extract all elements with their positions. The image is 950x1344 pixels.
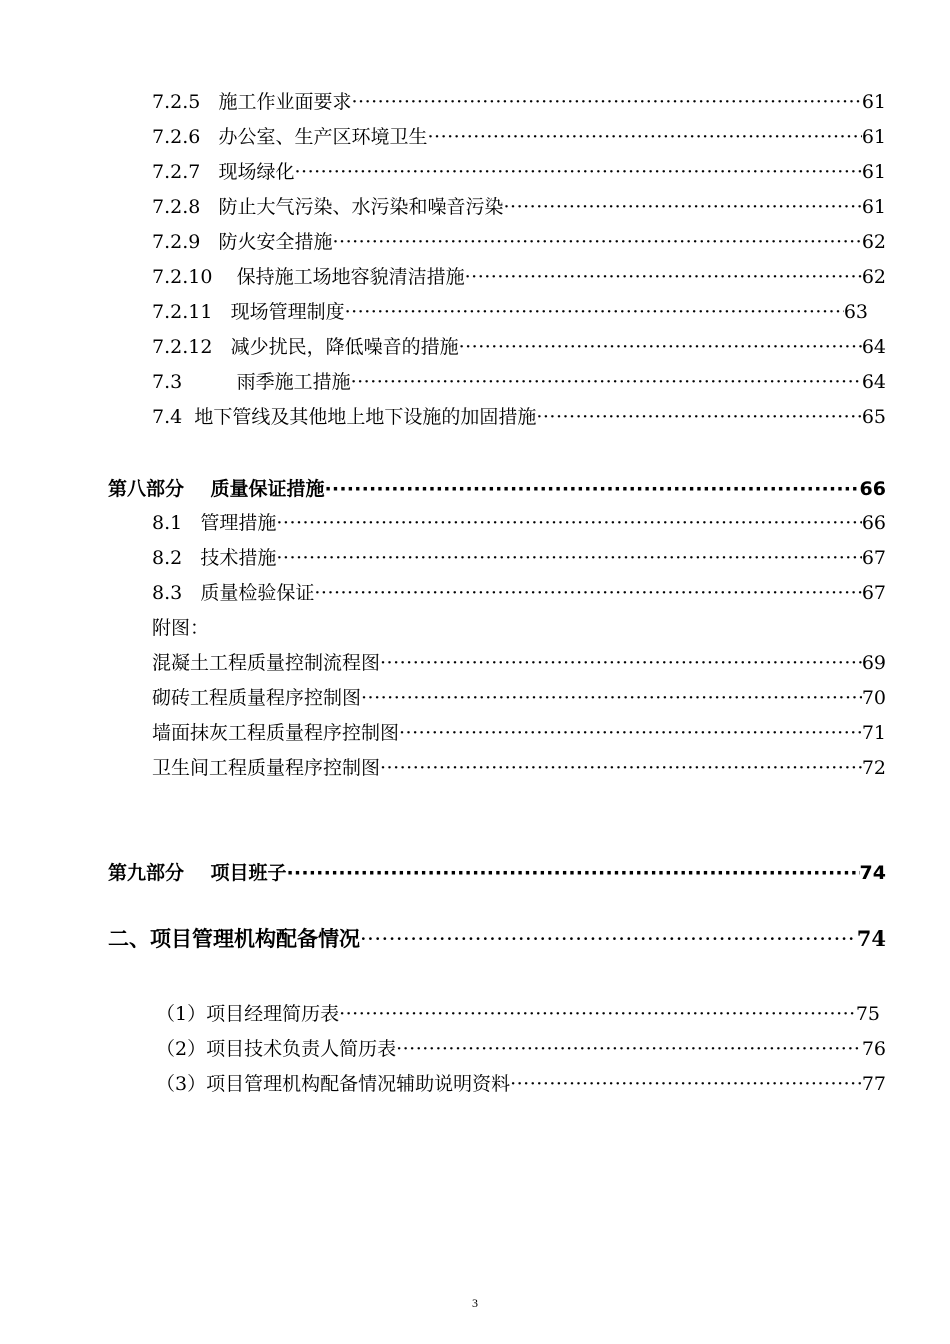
entry-page: 71 — [861, 722, 886, 744]
toc-entry[interactable] — [152, 298, 868, 326]
part-page: 66 — [859, 478, 886, 500]
entry-title: （1）项目经理简历表 — [156, 1003, 340, 1025]
entry-page: 70 — [861, 687, 886, 709]
entry-page: 67 — [861, 582, 886, 604]
entry-title: 办公室、生产区环境卫生 — [218, 126, 428, 148]
entry-title: 技术措施 — [200, 547, 277, 569]
toc-entry[interactable] — [152, 649, 886, 677]
dot-leader — [396, 1035, 862, 1063]
entry-title: 现场绿化 — [218, 161, 295, 183]
dot-leader — [399, 719, 862, 747]
entry-number: 7.2.10 — [152, 266, 213, 288]
toc-section-heading[interactable] — [108, 925, 886, 953]
entry-title: 地下管线及其他地上地下设施的加固措施 — [194, 406, 537, 428]
entry-page: 66 — [861, 512, 886, 534]
dot-leader — [360, 925, 857, 953]
entry-number: 8.1 — [152, 512, 183, 534]
entry-page: 61 — [861, 161, 886, 183]
dot-leader — [276, 509, 861, 537]
entry-page: 61 — [861, 126, 886, 148]
toc-entry[interactable] — [152, 368, 886, 396]
dot-leader — [287, 859, 860, 887]
part-label: 第八部分 — [108, 478, 185, 500]
entry-title: 减少扰民，降低噪音的措施 — [230, 336, 459, 358]
entry-number: 7.2.8 — [152, 196, 201, 218]
entry-number: 7.2.11 — [152, 301, 213, 323]
entry-page: 69 — [861, 652, 886, 674]
entry-number: 7.2.12 — [152, 336, 213, 358]
entry-title: 保持施工场地容貌清洁措施 — [236, 266, 465, 288]
entry-page: 75 — [855, 1003, 880, 1025]
dot-leader — [314, 579, 861, 607]
part-title: 项目班子 — [210, 862, 287, 884]
section-title: 二、项目管理机构配备情况 — [108, 926, 360, 951]
toc-entry[interactable] — [156, 1070, 886, 1098]
entry-title: 质量检验保证 — [200, 582, 315, 604]
entry-title: 混凝土工程质量控制流程图 — [152, 652, 381, 674]
toc-entry[interactable] — [152, 193, 886, 221]
toc-entry[interactable] — [152, 88, 886, 116]
entry-page: 65 — [861, 406, 886, 428]
entry-title: 管理措施 — [200, 512, 277, 534]
dot-leader — [504, 193, 862, 221]
toc-entry[interactable] — [152, 719, 886, 747]
entry-number: 7.2.5 — [152, 91, 201, 113]
entry-page: 72 — [861, 757, 886, 779]
section-page: 74 — [856, 926, 886, 951]
entry-title: 雨季施工措施 — [236, 371, 351, 393]
entry-page: 62 — [861, 231, 886, 253]
entry-title: 防止大气污染、水污染和噪音污染 — [218, 196, 504, 218]
toc-entry[interactable] — [152, 263, 886, 291]
toc-entry[interactable] — [156, 1000, 880, 1028]
entry-number: 7.4 — [152, 406, 183, 428]
toc-entry[interactable] — [152, 228, 886, 256]
dot-leader — [380, 649, 862, 677]
entry-page: 67 — [861, 547, 886, 569]
entry-number: 7.2.9 — [152, 231, 201, 253]
entry-title: 现场管理制度 — [230, 301, 345, 323]
toc-entry[interactable] — [152, 123, 886, 151]
entry-number: 7.2.7 — [152, 161, 201, 183]
entry-page: 77 — [861, 1073, 886, 1095]
dot-leader — [351, 368, 862, 396]
dot-leader — [295, 158, 862, 186]
toc-part-heading[interactable] — [108, 475, 886, 503]
dot-leader — [352, 88, 862, 116]
dot-leader — [536, 403, 861, 431]
dot-leader — [339, 1000, 856, 1028]
entry-number: 8.3 — [152, 582, 183, 604]
toc-entry[interactable] — [152, 579, 886, 607]
dot-leader — [459, 333, 862, 361]
entry-title: （2）项目技术负责人简历表 — [156, 1038, 397, 1060]
entry-title: 砌砖工程质量程序控制图 — [152, 687, 362, 709]
dot-leader — [361, 684, 862, 712]
part-label: 第九部分 — [108, 862, 185, 884]
entry-number: 7.2.6 — [152, 126, 201, 148]
dot-leader — [333, 228, 862, 256]
toc-entry[interactable] — [152, 333, 886, 361]
toc-entry[interactable] — [152, 509, 886, 537]
page-number: 3 — [472, 1296, 478, 1310]
entry-page: 61 — [861, 91, 886, 113]
entry-page: 62 — [861, 266, 886, 288]
toc-entry[interactable] — [152, 158, 886, 186]
dot-leader — [276, 544, 861, 572]
entry-title: 施工作业面要求 — [218, 91, 352, 113]
part-title: 质量保证措施 — [210, 478, 325, 500]
dot-leader — [428, 123, 862, 151]
dot-leader — [510, 1070, 862, 1098]
toc-entry[interactable] — [156, 1035, 886, 1063]
toc-entry[interactable] — [152, 403, 886, 431]
part-page: 74 — [859, 862, 886, 884]
toc-entry[interactable] — [152, 684, 886, 712]
toc-entry[interactable] — [152, 544, 886, 572]
entry-number: 8.2 — [152, 547, 183, 569]
dot-leader — [345, 298, 844, 326]
entry-title: 卫生间工程质量程序控制图 — [152, 757, 381, 779]
toc-part-heading[interactable] — [108, 859, 886, 887]
entry-page: 63 — [843, 301, 868, 323]
entry-page: 64 — [861, 336, 886, 358]
dot-leader — [465, 263, 862, 291]
entry-page: 64 — [861, 371, 886, 393]
entry-title: 墙面抹灰工程质量程序控制图 — [152, 722, 400, 744]
entry-page: 76 — [861, 1038, 886, 1060]
dot-leader — [325, 475, 860, 503]
entry-number: 7.3 — [152, 371, 183, 393]
toc-entry[interactable] — [152, 754, 886, 782]
dot-leader — [380, 754, 862, 782]
appendix-label: 附图： — [152, 617, 210, 639]
entry-page: 61 — [861, 196, 886, 218]
entry-title: 防火安全措施 — [218, 231, 333, 253]
entry-title: （3）项目管理机构配备情况辅助说明资料 — [156, 1073, 511, 1095]
